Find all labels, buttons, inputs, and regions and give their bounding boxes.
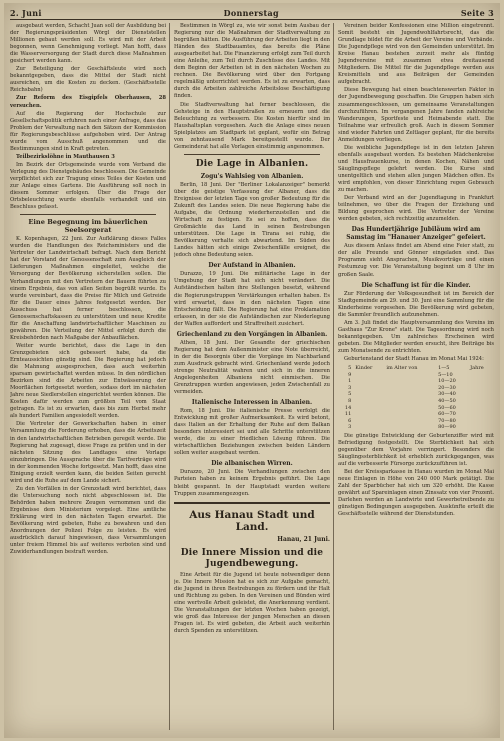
- table-row: [338, 391, 494, 398]
- table-cell: [384, 405, 436, 412]
- column-3: [338, 23, 494, 732]
- table-cell: im Alter von: [386, 365, 418, 372]
- table-cell: [353, 418, 384, 425]
- paragraph: Auf die Regierung der Hochschule zur Gesellschaftspolitik erfuhren nach einer Anfrage, dass das Problem der Verwaltung nach den Sätzen der Kommission für Regierungsbeschlüsse aufgehoben wird. Der Antrag wurde vom Ausschuß angenommen und die Bestimmungen sind in Kraft getreten.: [10, 110, 166, 152]
- subheading: Der Aufstand in Albanien.: [208, 262, 296, 270]
- table-cell: 1: [348, 378, 352, 385]
- subheading: Italienische Interessen in Albanien.: [191, 399, 313, 407]
- paragraph: Aus diesem Anlass findet am Abend eine Feier statt, zu der alle Freunde und Gönner eingeladen sind. Das Programm sieht Ansprachen, Musikvorträge und einen Festumzug vor. Die Veranstaltung beginnt um 8 Uhr im großen Saale.: [338, 243, 494, 278]
- table-cell: 5—10: [438, 371, 453, 378]
- paragraph: Zu den Vorfällen in der Grenzstadt wird berichtet, dass die Untersuchung noch nicht abgeschlossen ist. Die Behörden haben mehrere Zeugen vernommen und die Ergebnisse dem Ministerium vorgelegt. Eine amtliche Erklärung wird in den nächsten Tagen erwartet. Die Bevölkerung wird gebeten, Ruhe zu bewahren und den Anordnungen der Polizei Folge zu leisten. Es wird ausdrücklich darauf hingewiesen, dass Versammlungen unter freiem Himmel bis auf weiteres verboten sind und Zuwiderhandlungen bestraft werden.: [10, 485, 166, 556]
- table-cell: 40—50: [438, 397, 456, 404]
- paragraph: Weiter wurde berichtet, dass die Lage in den Grenzgebieten sich gebessert habe, da die Ernteaussichten günstig sind. Die Regierung hat jedoch die Mahnung ausgesprochen, dass auch weiterhin sparsam gewirtschaftet werden müsse. In den nördlichen Bezirken sind die Arbeiten zur Entwässerung der Moorflächen fortgesetzt worden, sodass dort im nächsten Jahre neue Siedlerstellen eingerichtet werden können. Die Kosten dafür werden zum größten Teil vom Staat getragen. Es ist zu erwarten, dass bis zum Herbst mehr als hundert Familien angesiedelt werden.: [10, 342, 166, 420]
- table-cell: [384, 398, 436, 405]
- table-cell: [384, 411, 436, 418]
- subheading: Griechenland zu den Vorgängen in Albanien.: [176, 330, 328, 338]
- table-cell: [468, 385, 494, 392]
- table-cell: [468, 424, 494, 431]
- paragraph: Diese Bewegung hat einen beachtenswerten Faktor in der Jugendbewegung geschaffen. Die Gruppen haben sich zusammengeschlossen, um gemeinsame Veranstaltungen durchzuführen. Im vergangenen Jahre fanden zahlreiche Wanderungen, Sportfeste und Heimabende statt. Die Teilnahme war erfreulich groß. Auch in diesem Sommer sind wieder Fahrten und Zeltlager geplant, für die bereits Anmeldungen vorliegen.: [338, 87, 494, 143]
- table-cell: 3: [348, 424, 352, 431]
- table-cell: 1—5: [438, 365, 450, 372]
- subheading: Die Schaffung ist für die Kinder.: [361, 281, 471, 289]
- table-cell: 60—70: [438, 411, 456, 418]
- table-row: [338, 418, 494, 425]
- table-cell: 6: [348, 417, 352, 424]
- column-rule: [333, 23, 334, 730]
- paragraph: ausgebaut werden, Schacht Juan soll der Ausbildung bei der Regierungspräsidenten Wörgl der Dienststellen Millionen gebaut werden soll. Es wird mit der Arbeit begonnen, wenn Genehmigung vorliegt. Man hofft, dass die Wasserversorgung der Stadt durch diese Maßnahmen gesichert werden kann.: [10, 23, 166, 65]
- divider: [184, 154, 320, 155]
- table-cell: 3: [348, 384, 352, 391]
- table-cell: [384, 418, 436, 425]
- table-row: [338, 398, 494, 405]
- paragraph: Im Bezirk der Ortsgemeinde wurde vom Verband die Verlegung des Dienstgebäudes beschlossen. Die Gemeinde verpflichtet sich zur Tragung eines Teiles der Kosten und zur Anlage eines Gartens. Die Ausführung soll noch in diesem Sommer erfolgen. Über die Frage der Ortsbeleuchtung wurde ebenfalls verhandelt und ein Beschluss gefasst.: [10, 161, 166, 211]
- table-cell: 5: [348, 365, 352, 372]
- table-cell: 80—90: [438, 424, 456, 431]
- paragraph: Die Vertreter der Gewerkschaften haben in einer Versammlung die Forderung erhoben, dass die Arbeitszeit in den landwirtschaftlichen Betrieben geregelt werde. Die Regierung hat zugesagt, diese Frage zu prüfen und in der nächsten Sitzung des Landtages eine Vorlage einzubringen. Die Aussprache über die Tarifverträge wird in der kommenden Woche fortgesetzt. Man hofft, dass eine Einigung erzielt werden kann, die beiden Seiten gerecht wird und die Ruhe auf dem Lande sichert.: [10, 421, 166, 484]
- table-cell: [353, 378, 384, 385]
- paragraph: K. Kopenhagen, 22 Juni. Zur Aufklärung dieses Falles wurden die Handlungen des Reichsministers und die Vertreter der Landwirtschaft befragt. Nach dem Bericht hat der Vorstand der Genossenschaft zum Ausgleich der Lieferungen Maßnahmen eingeleitet, welche die Versorgung der Bevölkerung sicherstellen sollen. Die Verhandlungen mit den Vertretern der Bauern führten zu einem Ergebnis, das von allen Seiten begrüßt wurde. Es wurde vereinbart, dass die Preise für Milch und Getreide für die Dauer eines Jahres festgesetzt werden. Der Ausschuss hat ferner beschlossen, die Genossenschaftskassen zu unterstützen und neue Kredite für die Anschaffung landwirtschaftlicher Maschinen zu gewähren. Die Verteilung der Mittel erfolgt durch die Kreisbehörden nach Maßgabe der Anbauflächen.: [10, 236, 166, 341]
- section-heading: Aus Hanau Stadt und Land.: [189, 508, 315, 533]
- table-cell: [353, 398, 384, 405]
- table-cell: 5: [348, 391, 352, 398]
- table-cell: 8: [348, 397, 352, 404]
- table-cell: 30—40: [438, 391, 456, 398]
- table-cell: 9: [348, 371, 352, 378]
- table-row: [338, 411, 494, 418]
- paragraph: Berlin, 18 Juni. Der "Berliner Lokalanzeiger" bemerkt über die geistige Verfassung der Albaner, dass die Ereignisse der letzten Tage von großer Bedeutung für die Zukunft des Landes seien. Die neue Regierung habe die Aufgabe, die Ordnung wiederherzustellen und die Wirtschaft zu festigen. Es sei zu hoffen, dass die Großmächte das Land in seinen Bestrebungen unterstützen. Die Lage in Tirana sei ruhig, die Bevölkerung verhalte sich abwartend. Im Süden des Landes hätten sich einige Zwischenfälle ereignet, die jedoch ohne Bedeutung seien.: [174, 181, 330, 259]
- table-cell: [384, 391, 436, 398]
- table-cell: [353, 385, 384, 392]
- table-cell: 11: [344, 411, 352, 418]
- subheading: Zur Reform des Eisgipfels Oberhausen, 28 versuchen.: [10, 95, 166, 109]
- table-row: [338, 365, 494, 372]
- paragraph: Vereinen beider Konfessionen eine Million eingetrennt. Somit besteht ein Jugendwohlfahrtsrecht, das die Grundlage bildet für die Arbeit der Vereine und Verbände. Die Jugendpflege wird von den Gemeinden unterstützt. Im Kreise Hanau bestehen zurzeit mehr als fünfzig Jugendvereine mit zusammen etwa dreitausend Mitgliedern. Die Mittel für die Jugendpflege werden aus Kreismitteln und aus Beiträgen der Gemeinden aufgebracht.: [338, 23, 494, 86]
- table-cell: [384, 385, 436, 392]
- subheading: Teilbezirkslöhne in Mauthausen 3: [16, 153, 115, 160]
- table-cell: 50—60: [438, 404, 456, 411]
- table-cell: 20—30: [438, 384, 456, 391]
- table-row: [338, 378, 494, 385]
- table-cell: [468, 378, 494, 385]
- subheading: Die albanischen Wirren.: [211, 460, 293, 468]
- subheading: Zogu's Wahlsieg von Albanien.: [200, 172, 304, 180]
- paragraph: Rom, 18 Juni. Die italienische Presse verfolgt die Entwicklung mit großer Aufmerksamkeit. Es wird betont, dass Italien an der Erhaltung der Ruhe auf dem Balkan besonders interessiert sei und alle Schritte unterstützen werde, die zu einer friedlichen Lösung führen. Die wirtschaftlichen Beziehungen zwischen beiden Ländern sollen weiter ausgebaut werden.: [174, 408, 330, 457]
- subheading: Das Hundertjährige Jubiläum wird am Samstag im "Hanauer Anzeiger" gefeiert.: [346, 226, 486, 242]
- table-cell: [353, 391, 384, 398]
- column-1: [10, 23, 166, 732]
- divider: [20, 214, 156, 215]
- article-heading: Die Innere Mission und die Jugendbewegung.: [180, 547, 324, 569]
- table-cell: [468, 372, 494, 379]
- paragraph: Bei der Kreissparkasse in Hanau wurden im Monat Mai neue Einlagen in Höhe von 240 000 Mark getätigt. Die Zahl der Sparbücher hat sich um 320 erhöht. Die Kasse gewährt auf Spareinlagen einen Zinssatz von vier Prozent. Darlehen werden an Landwirte und Gewerbetreibende zu günstigen Bedingungen ausgegeben. Auskünfte erteilt die Geschäftsstelle während der Dienststunden.: [338, 469, 494, 518]
- dateline: Hanau, 21 Juni.: [277, 535, 330, 543]
- table-cell: 10—20: [438, 378, 456, 385]
- table-row: [338, 405, 494, 412]
- paragraph: Zur Förderung der Volksgesundheit ist im Bereich der Stadtgemeinde am 29. und 30. Juni eine Sammlung für die Kinderheime vorgesehen. Die Bevölkerung wird gebeten, die Sammler freundlich aufzunehmen.: [338, 290, 494, 318]
- paragraph: Am 3. Juli findet die Hauptversammlung des Vereins im Gasthaus "Zur Krone" statt. Die Tagesordnung wird noch bekanntgegeben. Um zahlreiches Erscheinen wird gebeten. Die Mitglieder werden ersucht, ihre Beiträge bis zum Monatsende zu entrichten.: [338, 319, 494, 354]
- header-date: 2. Juni: [10, 8, 42, 18]
- table-cell: [468, 411, 494, 418]
- paragraph: Die Stadtverwaltung hat ferner beschlossen, die Gehsteige in den Hauptstraßen zu erneuern und die Beleuchtung zu verbessern. Die Kosten hierfür sind im Haushaltsplan vorgesehen. Auch die Anlage eines neuen Spielplatzes am Stadtpark ist geplant, wofür ein Betrag von zehntausend Mark bereitgestellt wurde. Der Gemeinderat hat alle Vorlagen einstimmig angenommen.: [174, 101, 330, 150]
- paragraph: Die weibliche Jugendpflege ist in den letzten Jahren ebenfalls ausgebaut worden. Es bestehen Mädchenkreise und Hausfrauenkurse, in denen Kochen, Nähen und Säuglingspflege gelehrt werden. Die Kurse sind unentgeltlich und stehen allen jungen Mädchen offen. Es wird empfohlen, von dieser Einrichtung regen Gebrauch zu machen.: [338, 144, 494, 194]
- table-cell: [384, 372, 436, 379]
- header-weekday: Donnerstag: [223, 8, 279, 18]
- table-cell: Kinder: [355, 365, 373, 372]
- page-header: [10, 7, 494, 20]
- table-cell: 70—80: [438, 417, 456, 424]
- table-row: [338, 424, 494, 431]
- table-cell: [353, 411, 384, 418]
- paragraph: Die günstige Entwicklung der Geburtenziffer wird mit Befriedigung festgestellt. Die Sterblichkeit hat sich gegenüber dem Vorjahre verringert. Besonders die Säuglingssterblichkeit ist erheblich zurückgegangen, was auf die verbesserte Fürsorge zurückzuführen ist.: [338, 432, 494, 468]
- table-row: [338, 372, 494, 379]
- table-cell: [353, 372, 384, 379]
- table-cell: [353, 405, 384, 412]
- newspaper-page: [4, 3, 500, 738]
- header-page-number: Seite 3: [460, 8, 494, 18]
- table-row: [338, 385, 494, 392]
- table-cell: [353, 424, 384, 431]
- paragraph: Durazzo, 20 Juni. Die Verhandlungen zwischen den Parteien haben zu keinem Ergebnis geführt. Die Lage bleibt gespannt. In der Hauptstadt wurden weitere Truppen zusammengezogen.: [174, 469, 330, 497]
- paragraph: Der Verband wird an der Jugendtagung in Frankfurt teilnehmen, wo über die Fragen der Erziehung und Bildung gesprochen wird. Die Vertreter der Vereine werden gebeten, sich rechtzeitig anzumelden.: [338, 195, 494, 223]
- table-cell: [384, 424, 436, 431]
- table-cell: [468, 391, 494, 398]
- article-heading: Die Lage in Albanien.: [195, 158, 309, 169]
- table-cell: [468, 418, 494, 425]
- column-rule: [169, 23, 170, 730]
- table-title: Geburtenstand der Stadt Hanau im Monat Mai 1924:: [344, 355, 484, 362]
- table-cell: 14: [344, 404, 352, 411]
- table-cell: Jahre: [470, 365, 484, 372]
- column-2: [174, 23, 330, 732]
- paragraph: Durazzo, 19 Juni. Die militärische Lage in der Umgebung der Stadt hat sich nicht verändert. Die Aufständischen halten ihre Stellungen besetzt, während die Regierungstruppen Verstärkungen erhalten haben. Es wird erwartet, dass in den nächsten Tagen eine Entscheidung fällt. Die Regierung hat eine Proklamation erlassen, in der sie die Aufständischen zur Niederlegung der Waffen auffordert und Straffreiheit zusichert.: [174, 271, 330, 327]
- paragraph: Athen, 18 Juni. Der Gesandte der griechischen Regierung hat dem Außenminister eine Note überreicht, in der die Besorgnis über die Vorgänge im Nachbarland zum Ausdruck gebracht wird. Griechenland werde jedoch strenge Neutralität wahren und sich in die inneren Angelegenheiten Albaniens nicht einmischen. Die Grenztruppen wurden angewiesen, jeden Zwischenfall zu vermeiden.: [174, 339, 330, 396]
- paragraph: Bestimmen in Wörgl zu, wie wir sonst beim Ausbau der Regierung nur die Maßnahmen der Stadtverwaltung zu begrüßen hätten. Die Ausführung der Arbeiten liegt in den Händen des Stadtbauamtes, das bereits die Pläne ausgearbeitet hat. Die Finanzierung erfolgt zum Teil durch eine Anleihe, zum Teil durch Zuschüsse des Landes. Mit dem Beginn der Arbeiten ist in den nächsten Wochen zu rechnen. Die Bevölkerung wird über den Fortgang regelmäßig unterrichtet werden. Es ist zu erwarten, dass durch die Arbeiten zahlreiche Arbeitslose Beschäftigung finden.: [174, 23, 330, 100]
- article-heading: Eine Begegnung im bäuerlichen Seelsorgerat: [28, 218, 148, 235]
- table-cell: [384, 378, 436, 385]
- divider: [174, 502, 330, 504]
- paragraph: Zur Beteiligung der Geschäftsleute wird noch bekanntgegeben, dass die Mittel der Stadt nicht ausreichen, um die Kosten zu decken. (Geschäftsstelle Reichsbahn): [10, 66, 166, 94]
- paragraph: Eine Arbeit für die Jugend ist heute notwendiger denn je. Die Innere Mission hat es sich zur Aufgabe gemacht, die Jugend in ihren Bestrebungen zu fördern und ihr Halt und Richtung zu geben. In den Vereinen und Bünden wird eine wertvolle Arbeit geleistet, die Anerkennung verdient. Die Veranstaltungen der letzten Wochen haben gezeigt, wie groß das Interesse der jungen Menschen an diesen Fragen ist. Es wird gebeten, die Arbeit auch weiterhin durch Spenden zu unterstützen.: [174, 571, 330, 634]
- table-cell: [468, 405, 494, 412]
- table-cell: [468, 398, 494, 405]
- statistics-table: [338, 365, 494, 431]
